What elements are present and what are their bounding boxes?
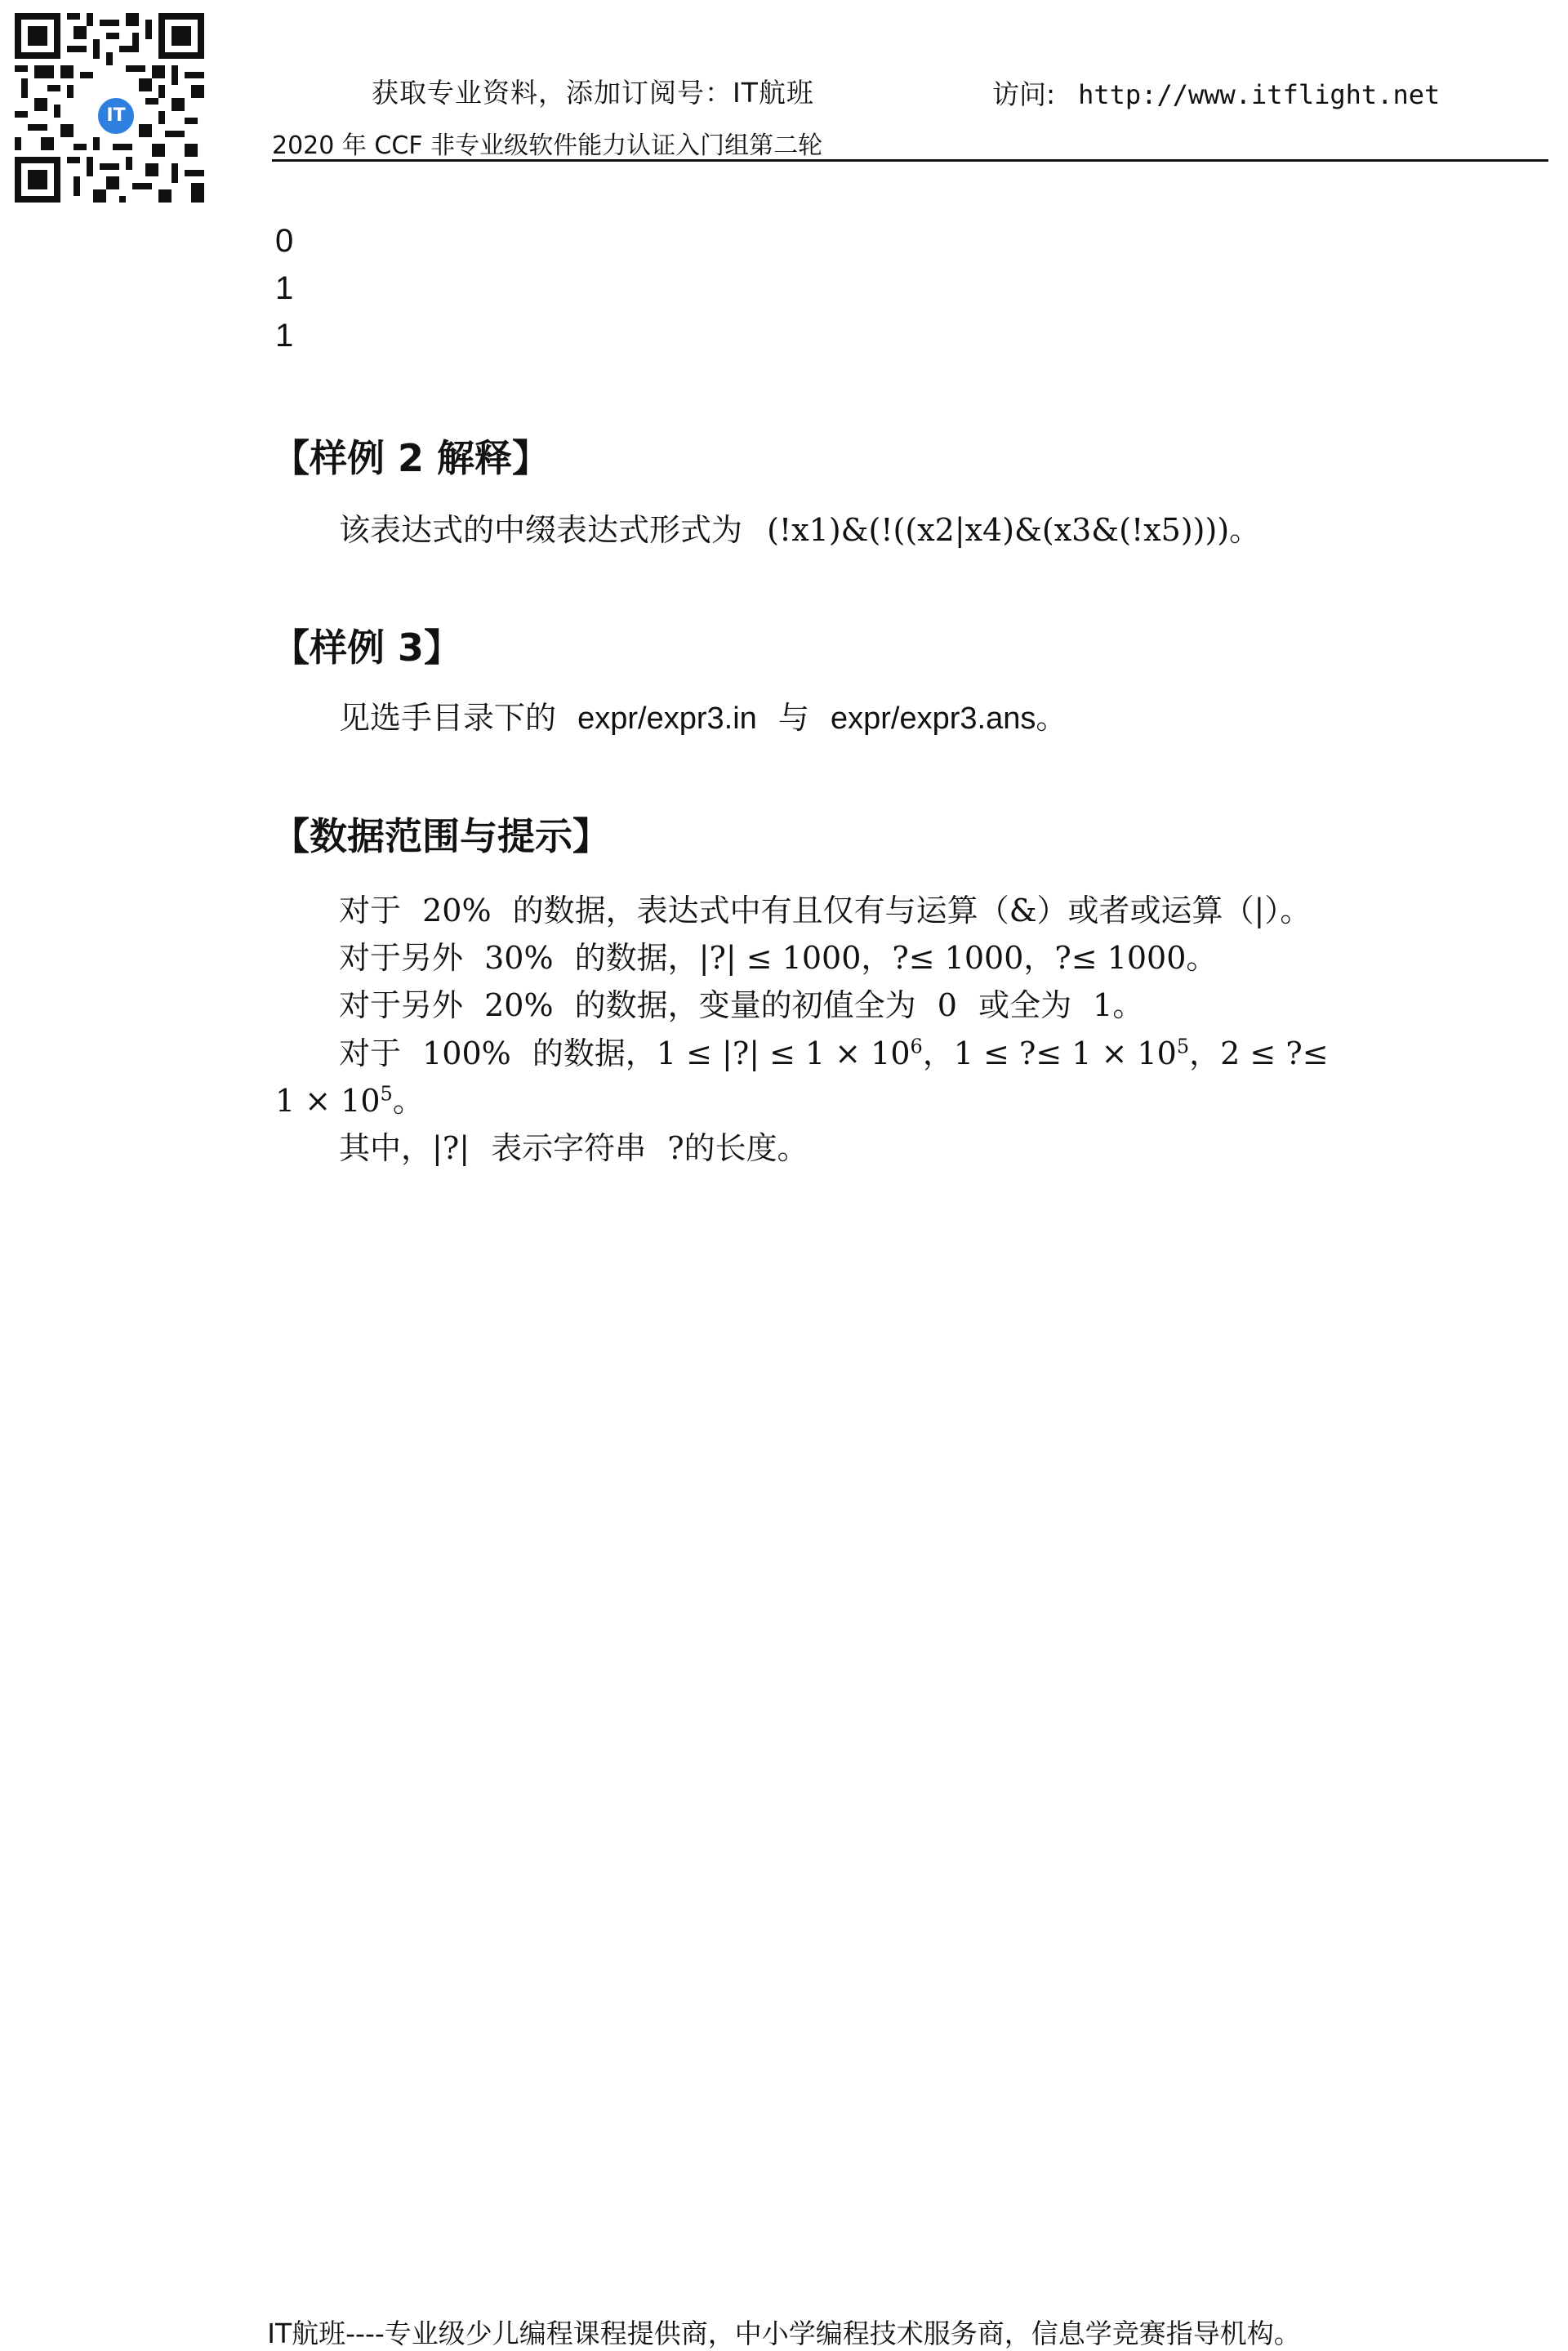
sample3-text-mid: 与 [777,700,809,736]
text: 或全为 [978,987,1072,1023]
sample2-explain-intro: 该表达式的中缀表达式形式为 [339,512,743,548]
text: 对于 [339,1035,402,1071]
value-one: 1 [1093,987,1113,1023]
qr-brand-logo: IT [94,94,138,138]
data-range-line-2: 对于另外 30% 的数据，|?| ≤ 1000，?≤ 1000，?≤ 1000。 [339,940,1218,976]
doc-title: 2020 年 CCF 非专业级软件能力认证入门组第二轮 [272,131,823,160]
math-string: ? [667,1130,684,1166]
text: 对于 [339,893,402,928]
text: 。 [1186,940,1218,976]
percent: 100% [422,1035,511,1071]
text: 对于另外 [339,987,464,1023]
output-line: 0 [275,223,294,259]
text: 的数据， [574,940,699,976]
percent: 20% [422,893,492,928]
text: 的数据，表达式中有且仅有与运算（ [512,893,1009,928]
data-range-line-5 [275,1075,424,1120]
percent: 30% [484,940,554,976]
sample2-explain-heading: 【样例 2 解释】 [272,436,550,480]
sample-output-block [275,217,293,359]
percent: 20% [484,987,554,1023]
sample3-tail: 。 [1036,700,1067,736]
output-line: 1 [275,318,294,354]
sample2-explain-tail: 。 [1229,512,1261,548]
data-range-line-4: 对于 100% 的数据，1 ≤ |?| ≤ $1 \times 10^6$，1 ≤ ?≤ $1 \times 10^5$，2 ≤ ?≤ [339,1035,1329,1071]
sample3-file-in: expr/expr3.in [577,701,757,736]
text: ）或者或运算（ [1036,893,1254,928]
math-length: |?| [432,1130,470,1166]
data-range-line-3 [339,980,1143,1025]
math-constraint: ?≤ 1000 [1054,940,1187,976]
exponent: 5 [380,1082,393,1106]
or-operator: | [1254,893,1265,928]
text: 的数据，变量的初值全为 [574,987,916,1023]
text: 的长度。 [684,1130,808,1166]
data-range-line-1 [339,885,1311,930]
exponent: 5 [1176,1035,1190,1058]
text: 对于另外 [339,940,464,976]
sample3-heading: 【样例 3】 [272,626,462,670]
math-constraint: ?≤ 1000 [892,940,1024,976]
sample3-text [339,692,1067,737]
and-operator: & [1009,893,1037,928]
exponent: 6 [910,1035,923,1058]
text: 。 [1112,987,1144,1023]
text: 。 [392,1083,424,1119]
text: 的数据， [532,1035,657,1071]
math-constraint: 2 ≤ ?≤ [1220,1035,1329,1071]
header-divider [272,159,1548,162]
math-constraint: 1 × 10 [275,1083,381,1119]
output-line: 1 [275,270,294,306]
text: ）。 [1264,893,1312,928]
text: 表示字符串 [491,1130,647,1166]
text: 其中， [339,1130,433,1166]
header-promo-text: 获取专业资料，添加订阅号：IT航班 [372,77,814,109]
infix-expression: (!x1)&(!((x2|x4)&(x3&(!x5)))) [767,512,1230,548]
data-range-line-6 [339,1123,808,1168]
footer-text: IT航班----专业级少儿编程课程提供商，中小学编程技术服务商，信息学竞赛指导机构。 [267,2318,1301,2349]
sample3-text-before: 见选手目录下的 [339,700,557,736]
header-visit [992,73,1440,112]
data-range-heading: 【数据范围与提示】 [272,814,610,858]
visit-url-link[interactable]: http://www.itflight.net [1078,79,1441,110]
sample2-explain-text [339,505,1260,550]
sample3-file-ans: expr/expr3.ans [830,701,1036,736]
math-constraint: 1 ≤ |?| ≤ 1 × 10 [656,1035,911,1071]
value-zero: 0 [937,987,957,1023]
math-constraint: 1 ≤ ?≤ 1 × 10 [953,1035,1177,1071]
math-constraint: |?| ≤ 1000 [698,940,862,976]
visit-label: 访问: [992,78,1056,110]
